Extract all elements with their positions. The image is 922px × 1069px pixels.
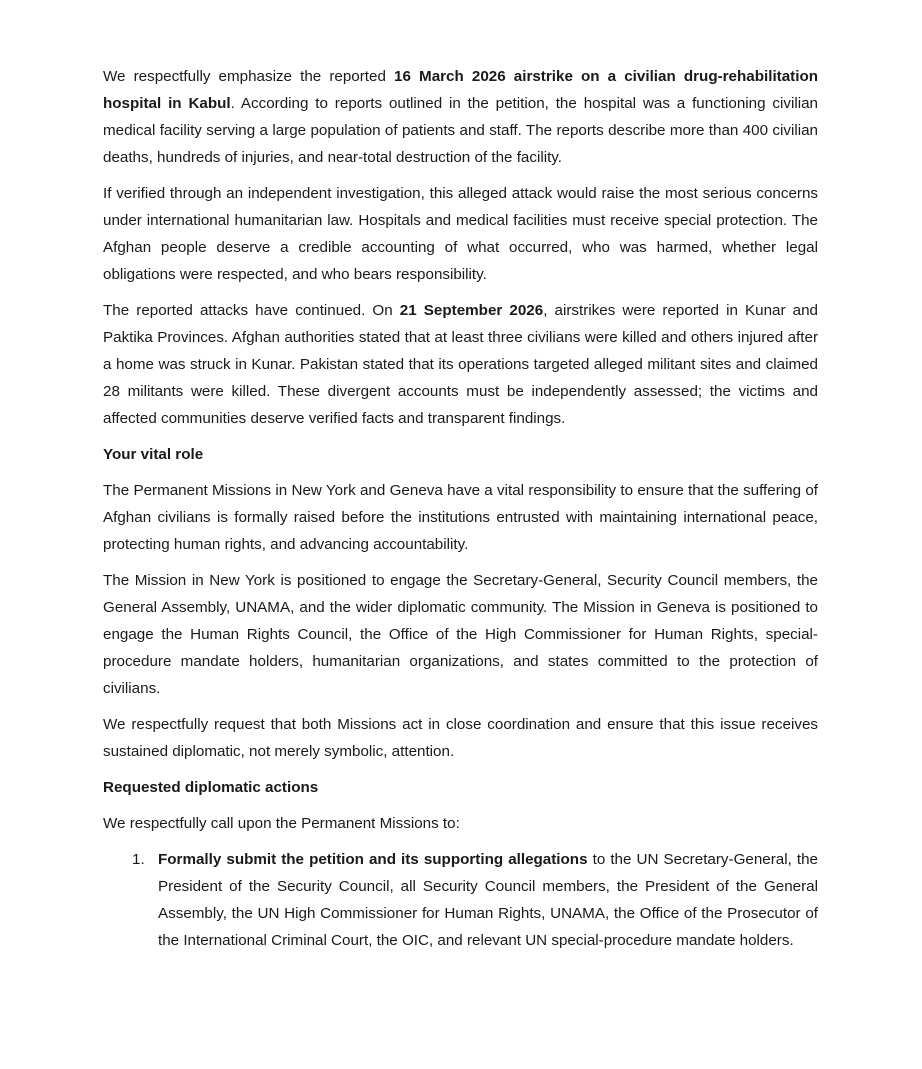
paragraph-rest: , airstrikes were reported in Kunar and Paktika Provinces. Afghan authorities stated that at least three civilians were killed and others injured after a home was struck in Kunar. Pakistan stated that its operations targeted alleged militant sites and claimed 28 militants were killed. These divergent accounts must be independently assessed; the victims and affected communities deserve verified facts and transparent findings.: [103, 302, 819, 427]
paragraph-missions-responsibility: The Permanent Missions in New York and Geneva have a vital responsibility to ensure that the suffering of Afghan civilians is formally raised before the institutions entrusted with maintaining international peace, protecting human rights, and advancing accountability.: [103, 482, 818, 553]
paragraph-bold-date: 21 September 2026: [399, 302, 544, 319]
paragraph-coordination-request: We respectfully request that both Missions act in close coordination and ensure that this issue receives sustained diplomatic, not merely symbolic, attention.: [103, 716, 818, 760]
document-page: [103, 63, 818, 954]
paragraph-investigation: If verified through an independent investigation, this alleged attack would raise the most serious concerns under international humanitarian law. Hospitals and medical facilities must receive special protection. The Afghan people deserve a credible accounting of what occurred, who was harmed, whether legal obligations were respected, and who bears responsibility.: [103, 185, 818, 283]
paragraph-rest: . According to reports outlined in the petition, the hospital was a functioning civilian medical facility serving a large population of patients and staff. The reports describe more than 400 civilian deaths, hundreds of injuries, and near-total destruction of the facility.: [103, 95, 818, 166]
paragraph-bold-highlight: 16 March 2026 airstrike on a civilian drug-rehabilitation hospital in Kabul: [103, 68, 819, 112]
section-heading-diplomatic-actions: Requested diplomatic actions: [103, 779, 319, 796]
paragraph-continued-attacks: [103, 297, 818, 432]
list-item-text: to the UN Secretary-General, the President of the Security Council, all Security Council members, the President of the General Assembly, the UN High Commissioner for Human Rights, UNAMA, the Office of the Prosecutor of the International Criminal Court, the OIC, and relevant UN special-procedure mandate holders.: [158, 851, 818, 949]
paragraph-lead: We respectfully emphasize the reported: [103, 68, 395, 85]
paragraph-kabul-airstrike: [103, 63, 818, 171]
list-item-bold-lead: Formally submit the petition and its supporting allegations: [158, 851, 588, 868]
paragraph-missions-positioning: The Mission in New York is positioned to engage the Secretary-General, Security Council members, the General Assembly, UNAMA, and the wider diplomatic community. The Mission in Geneva is positioned to engage the Human Rights Council, the Office of the High Commissioner for Human Rights, special-procedure mandate holders, humanitarian organizations, and states committed to the protection of civilians.: [103, 572, 818, 697]
section-heading-vital-role: Your vital role: [103, 446, 204, 463]
list-item-number: 1.: [132, 851, 145, 868]
actions-list: [103, 846, 818, 954]
paragraph-call-upon: We respectfully call upon the Permanent Missions to:: [103, 815, 460, 832]
list-item: [103, 846, 818, 954]
paragraph-lead: The reported attacks have continued. On: [103, 302, 400, 319]
